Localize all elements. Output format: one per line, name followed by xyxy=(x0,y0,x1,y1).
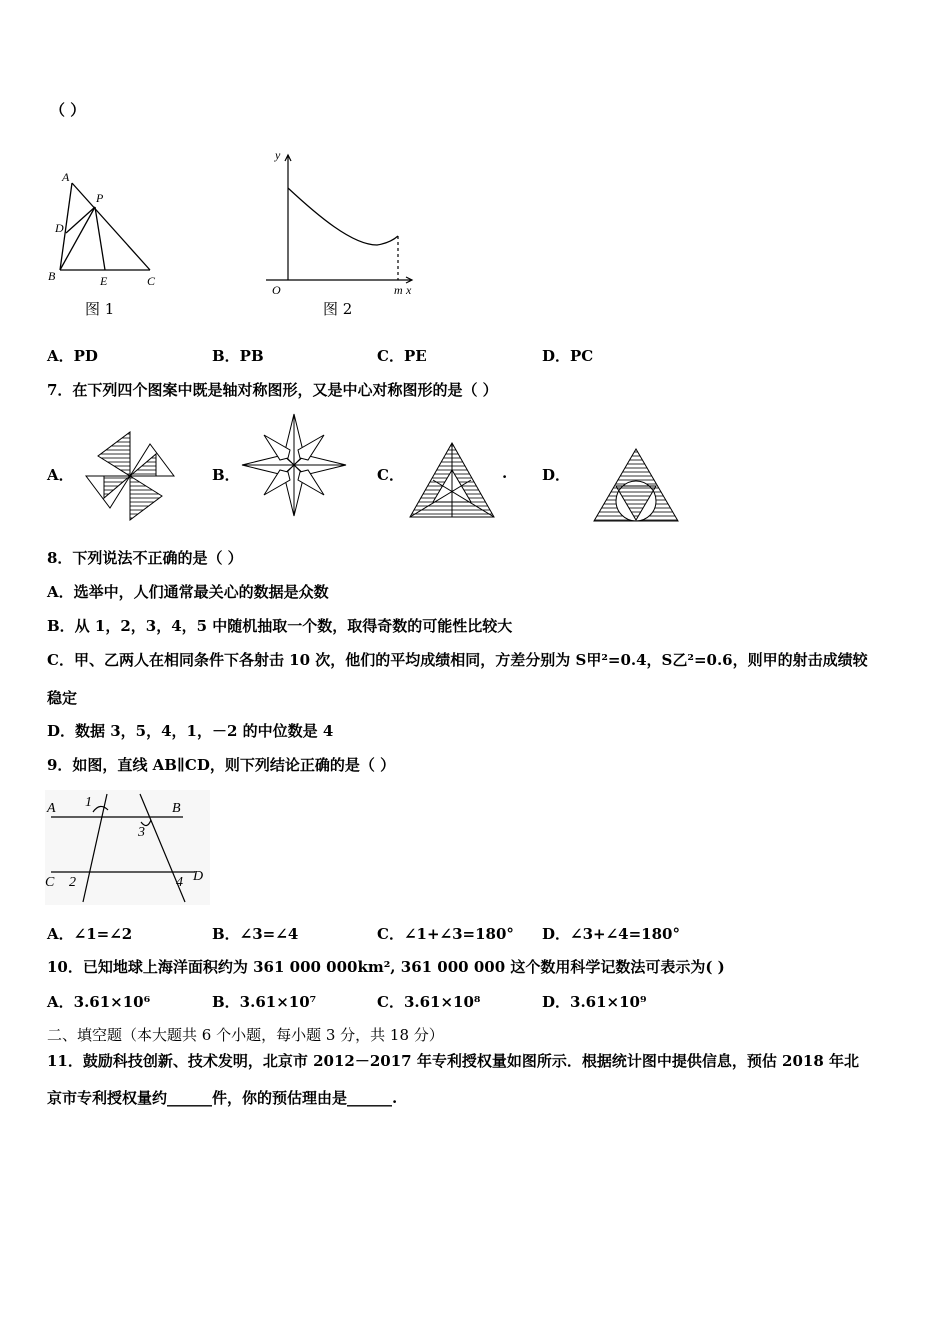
label-b: B xyxy=(172,801,181,816)
label-o: O xyxy=(272,283,281,297)
label-e: E xyxy=(100,274,108,288)
q8-option-c-line2: 稳定 xyxy=(47,689,78,707)
segment-pe xyxy=(95,207,105,270)
q6-figure-2 xyxy=(262,145,422,300)
q7-pattern-d[interactable] xyxy=(592,446,680,524)
q6-figure-2-caption: 图 2 xyxy=(323,300,353,318)
q9-option-d[interactable]: D．∠3+∠4=180° xyxy=(542,925,680,943)
label-p: P xyxy=(96,191,104,205)
q6-option-d[interactable]: D．PC xyxy=(542,347,594,365)
q9-figure xyxy=(45,790,210,905)
q7-pattern-c[interactable] xyxy=(408,440,496,520)
q8-stem: 8．下列说法不正确的是（ ） xyxy=(47,549,243,567)
label-c: C xyxy=(45,875,55,890)
q7-separator-dot: . xyxy=(502,464,508,482)
q8-option-c-line1[interactable]: C．甲、乙两人在相同条件下各射击 10 次，他们的平均成绩相同，方差分别为 S甲²=0.4，S乙²=0.6，则甲的射击成绩较 xyxy=(47,651,868,669)
q9-stem: 9．如图，直线 AB∥CD，则下列结论正确的是（ ） xyxy=(47,756,396,774)
q7-pattern-b[interactable] xyxy=(240,412,348,518)
q9-option-a[interactable]: A．∠1=∠2 xyxy=(47,925,133,943)
label-x: x xyxy=(406,283,412,297)
q6-answer-paren: （ ） xyxy=(50,101,86,119)
label-3: 3 xyxy=(138,825,145,840)
label-d: D xyxy=(55,221,64,235)
label-m: m xyxy=(394,283,403,297)
q10-option-d[interactable]: D．3.61×10⁹ xyxy=(542,993,647,1011)
curve xyxy=(288,188,398,245)
q10-stem: 10．已知地球上海洋面积约为 361 000 000km², 361 000 000 这个数用科学记数法可表示为( ) xyxy=(47,958,725,976)
label-c: C xyxy=(147,274,156,288)
q7-option-d-letter[interactable]: D． xyxy=(542,466,571,484)
q6-option-b[interactable]: B．PB xyxy=(212,347,264,365)
label-4: 4 xyxy=(176,875,183,890)
label-y: y xyxy=(275,148,281,162)
section-2-title: 二、填空题（本大题共 6 个小题，每小题 3 分，共 18 分） xyxy=(47,1026,444,1044)
q6-figure-1-caption: 图 1 xyxy=(85,300,115,318)
q7-option-b-letter[interactable]: B． xyxy=(212,466,240,484)
q7-pattern-a[interactable] xyxy=(78,428,182,524)
q7-option-c-letter[interactable]: C． xyxy=(377,466,404,484)
q6-option-a[interactable]: A．PD xyxy=(47,347,98,365)
q8-option-b[interactable]: B．从 1，2，3，4，5 中随机抽取一个数，取得奇数的可能性比较大 xyxy=(47,617,513,635)
q6-figure-1 xyxy=(40,165,170,320)
q10-option-c[interactable]: C．3.61×10⁸ xyxy=(377,993,481,1011)
q11-line1: 11．鼓励科技创新、技术发明，北京市 2012－2017 年专利授权量如图所示．根据统计图中提供信息，预估 2018 年北 xyxy=(47,1052,860,1070)
label-a: A xyxy=(62,170,70,184)
q7-option-a-letter[interactable]: A． xyxy=(47,466,74,484)
label-2: 2 xyxy=(69,875,76,890)
q9-option-c[interactable]: C．∠1+∠3=180° xyxy=(377,925,514,943)
q10-option-a[interactable]: A．3.61×10⁶ xyxy=(47,993,151,1011)
q8-option-d[interactable]: D．数据 3，5，4，1，－2 的中位数是 4 xyxy=(47,722,334,740)
segment-bp xyxy=(60,207,95,270)
q9-option-b[interactable]: B．∠3=∠4 xyxy=(212,925,299,943)
q11-line2[interactable]: 京市专利授权量约______件，你的预估理由是______. xyxy=(47,1089,398,1107)
q10-option-b[interactable]: B．3.61×10⁷ xyxy=(212,993,317,1011)
q6-option-c[interactable]: C．PE xyxy=(377,347,427,365)
label-1: 1 xyxy=(85,795,92,810)
label-d: D xyxy=(193,869,204,884)
label-b: B xyxy=(48,269,56,283)
q7-stem: 7．在下列四个图案中既是轴对称图形，又是中心对称图形的是（ ） xyxy=(47,381,498,399)
q8-option-a[interactable]: A．选举中，人们通常最关心的数据是众数 xyxy=(47,583,329,601)
label-a: A xyxy=(47,801,56,816)
segment-dp xyxy=(66,207,95,233)
